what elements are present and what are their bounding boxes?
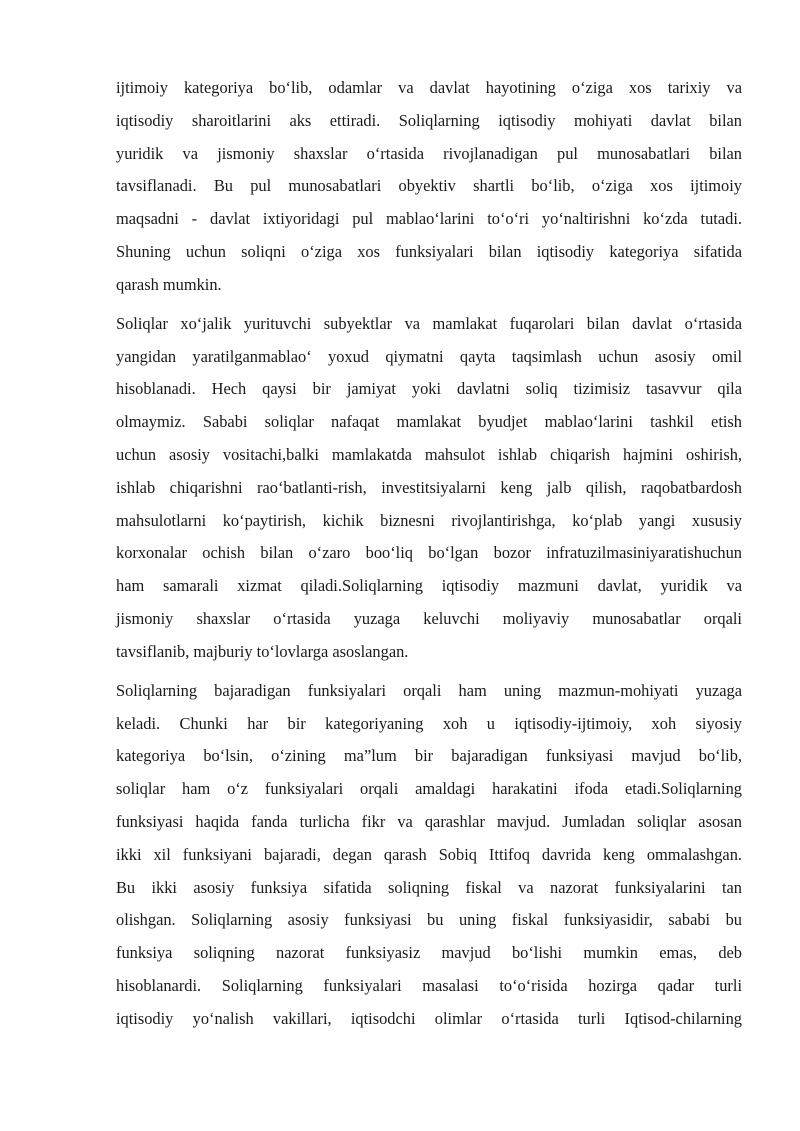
text-line: ikki xil funksiyani bajaradi, degan qarash Sobiq Ittifoq davrida keng ommalashgan.	[116, 844, 742, 864]
text-line: Soliqlar xo‘jalik yurituvchi subyektlar va mamlakat fuqarolari bilan davlat o‘rtasida	[116, 313, 742, 333]
text-line: soliqlar ham o‘z funksiyalari orqali amaldagi harakatini ifoda etadi.Soliqlarning	[116, 779, 742, 799]
text-line: olmaymiz. Sababi soliqlar nafaqat mamlakat byudjet mablao‘larini tashkil etish	[116, 412, 742, 432]
text-line: tavsiflanadi. Bu pul munosabatlari obyektiv shartli bo‘lib, o‘ziga xos ijtimoiy	[116, 176, 742, 196]
text-line: ishlab chiqarishni rao‘batlanti-rish, investitsiyalarni keng jalb qilish, raqobatbardosh	[116, 477, 742, 497]
text-line: hisoblanadi. Hech qaysi bir jamiyat yoki davlatni soliq tizimisiz tasavvur qila	[116, 379, 742, 399]
document-body	[116, 72, 742, 1042]
text-line: Shuning uchun soliqni o‘ziga xos funksiyalari bilan iqtisodiy kategoriya sifatida	[116, 241, 742, 261]
text-line: tavsiflanib, majburiy to‘lovlarga asoslangan.	[116, 641, 409, 661]
text-line: qarash mumkin.	[116, 274, 222, 294]
paragraph-1	[116, 72, 742, 302]
text-line: yangidan yaratilganmablao‘ yoxud qiymatni qayta taqsimlash uchun asosiy omil	[116, 346, 742, 366]
text-line: maqsadni - davlat ixtiyoridagi pul mablao‘larini to‘o‘ri yo‘naltirishni ko‘zda tutadi.	[116, 209, 742, 229]
paragraph-3	[116, 675, 742, 1036]
text-line: iqtisodiy sharoitlarini aks ettiradi. Soliqlarning iqtisodiy mohiyati davlat bilan	[116, 110, 742, 130]
text-line: ijtimoiy kategoriya bo‘lib, odamlar va davlat hayotining o‘ziga xos tarixiy va	[116, 78, 742, 97]
text-line: funksiya soliqning nazorat funksiyasiz mavjud bo‘lishi mumkin emas, deb	[116, 943, 742, 963]
paragraph-2	[116, 308, 742, 669]
text-line: Bu ikki asosiy funksiya sifatida soliqning fiskal va nazorat funksiyalarini tan	[116, 877, 742, 897]
text-line: keladi. Chunki har bir kategoriyaning xoh u iqtisodiy-ijtimoiy, xoh siyosiy	[116, 713, 742, 733]
text-line: Soliqlarning bajaradigan funksiyalari orqali ham uning mazmun-mohiyati yuzaga	[116, 680, 742, 700]
text-line: hisoblanardi. Soliqlarning funksiyalari masalasi to‘o‘risida hozirga qadar turli	[116, 975, 742, 995]
text-line: mahsulotlarni ko‘paytirish, kichik biznesni rivojlantirishga, ko‘plab yangi xususiy	[116, 510, 742, 530]
text-line: funksiyasi haqida fanda turlicha fikr va qarashlar mavjud. Jumladan soliqlar asosan	[116, 811, 742, 831]
text-line: iqtisodiy yo‘nalish vakillari, iqtisodchi olimlar o‘rtasida turli Iqtisod-chilarning	[116, 1008, 742, 1028]
text-line: uchun asosiy vositachi,balki mamlakatda mahsulot ishlab chiqarish hajmini oshirish,	[116, 444, 742, 464]
text-line: ham samarali xizmat qiladi.Soliqlarning iqtisodiy mazmuni davlat, yuridik va	[116, 576, 742, 596]
text-line: kategoriya bo‘lsin, o‘zining ma”lum bir bajaradigan funksiyasi mavjud bo‘lib,	[116, 746, 742, 766]
text-line: korxonalar ochish bilan o‘zaro boo‘liq bo‘lgan bozor infratuzilmasiniyaratishuchun	[116, 543, 742, 563]
text-line: yuridik va jismoniy shaxslar o‘rtasida rivojlanadigan pul munosabatlari bilan	[116, 143, 742, 163]
text-line: jismoniy shaxslar o‘rtasida yuzaga keluvchi moliyaviy munosabatlar orqali	[116, 608, 742, 628]
text-line: olishgan. Soliqlarning asosiy funksiyasi bu uning fiskal funksiyasidir, sababi bu	[116, 910, 742, 930]
